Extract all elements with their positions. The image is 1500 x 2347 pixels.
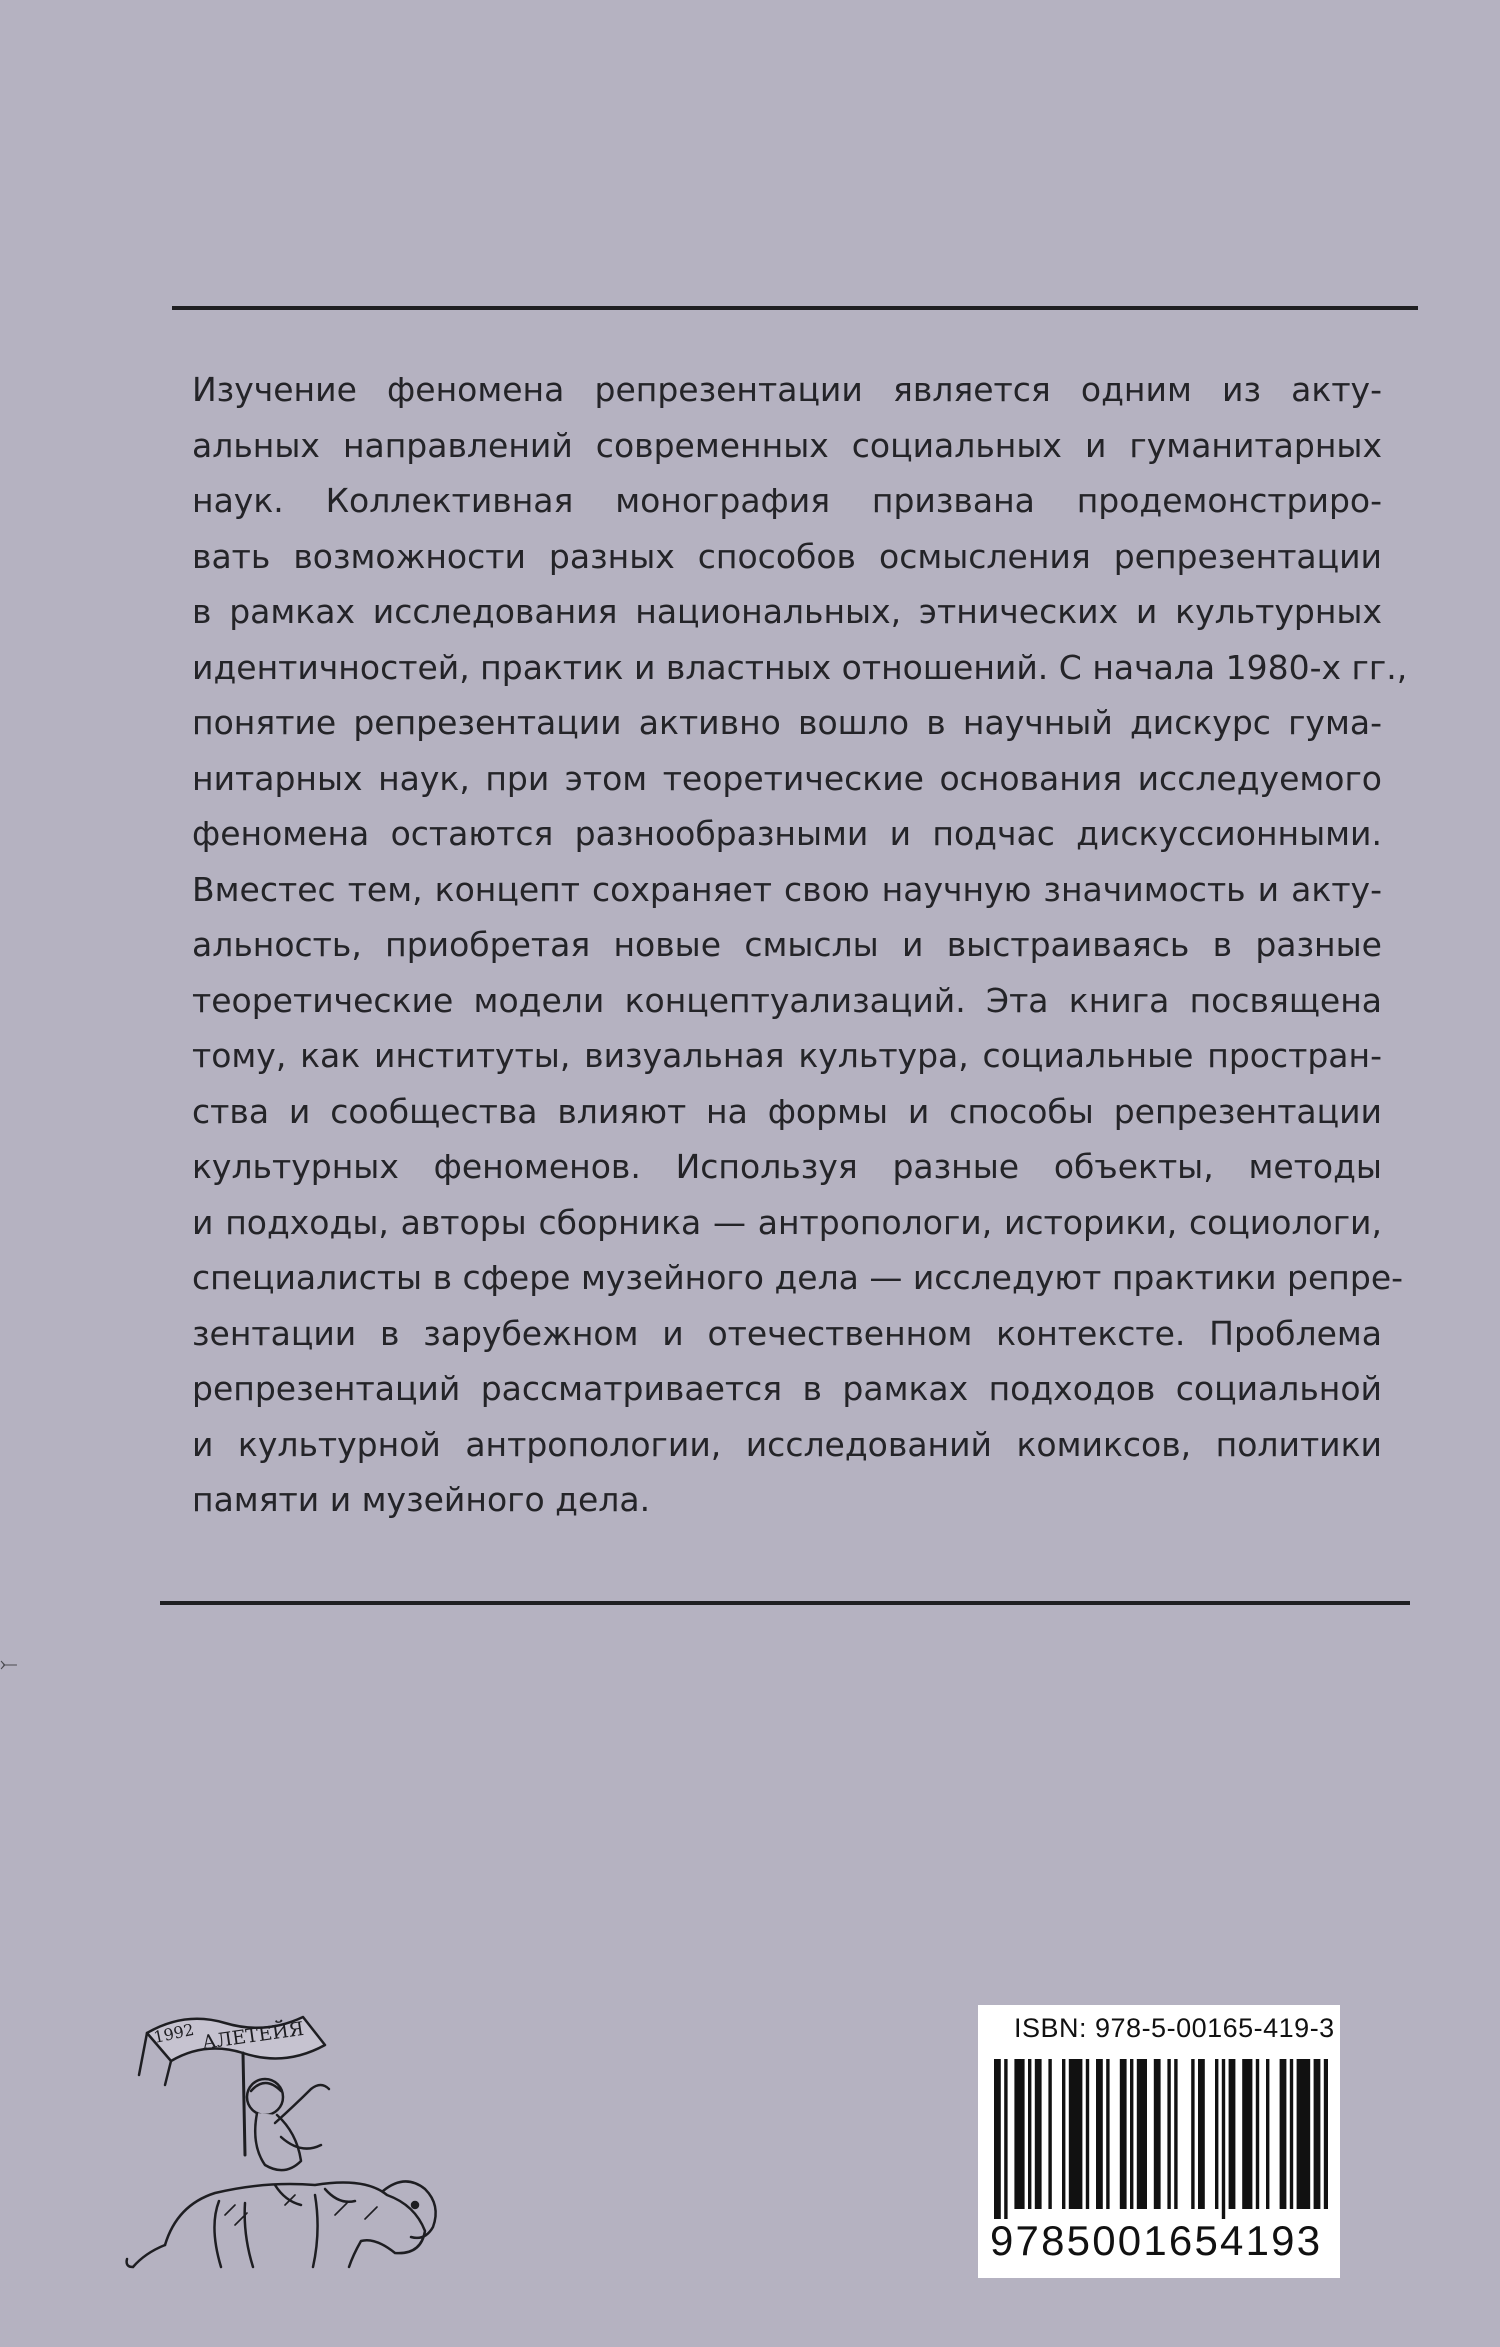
blurb-line: альность, приобретая новые смыслы и выстраиваясь в разные: [192, 925, 1382, 964]
barcode: [990, 2059, 1328, 2219]
barcode-bar: [1256, 2059, 1259, 2209]
barcode-bar: [994, 2059, 1001, 2219]
blurb-line: памяти и музейного дела.: [192, 1480, 651, 1519]
publisher-logo: [125, 2005, 490, 2270]
back-cover-blurb: [192, 362, 1408, 1528]
barcode-bar: [1266, 2059, 1269, 2209]
barcode-bar: [1137, 2059, 1147, 2209]
barcode-bar: [1167, 2059, 1170, 2209]
ean-digits: 9785001654193: [990, 2217, 1323, 2264]
barcode-bar: [1314, 2059, 1321, 2209]
isbn-barcode-box: [978, 2005, 1340, 2278]
blurb-line: зентации в зарубежном и отечественном контексте. Проблема: [192, 1313, 1382, 1353]
barcode-bar: [1106, 2059, 1109, 2209]
blurb-line: наук. Коллективная монография призвана продемонстриро-: [192, 481, 1382, 520]
logo-year: 1992: [151, 2019, 196, 2047]
barcode-bar: [1215, 2059, 1218, 2209]
barcode-bar: [1198, 2059, 1205, 2209]
blurb-line: нитарных наук, при этом теоретические основания исследуемого: [192, 758, 1382, 798]
barcode-bar: [1004, 2059, 1007, 2219]
barcode-bar: [1048, 2059, 1051, 2209]
top-divider: [172, 306, 1418, 310]
barcode-bar: [1028, 2059, 1031, 2209]
barcode-bar: [1222, 2059, 1225, 2219]
barcode-bar: [1069, 2059, 1083, 2209]
blurb-line: специалисты в сфере музейного дела — исследуют практики репре-: [192, 1258, 1404, 1297]
blurb-line: альных направлений современных социальных и гуманитарных: [192, 425, 1382, 465]
barcode-bar: [1280, 2059, 1287, 2209]
blurb-line: идентичностей, практик и властных отношений. С начала 1980-х гг.,: [192, 647, 1408, 687]
print-mark-icon: ⤚: [0, 1652, 18, 1677]
blurb-line: репрезентаций рассматривается в рамках подходов социальной: [192, 1369, 1382, 1408]
barcode-bar: [1154, 2059, 1161, 2209]
blurb-line: феномена остаются разнообразными и подчас дискуссионными.: [192, 814, 1382, 853]
barcode-bar: [1120, 2059, 1127, 2209]
blurb-line: тому, как институты, визуальная культура, социальные простран-: [192, 1036, 1382, 1075]
blurb-line: ства и сообщества влияют на формы и способы репрезентации: [192, 1091, 1382, 1131]
blurb-line: в рамках исследования национальных, этнических и культурных: [192, 592, 1382, 631]
blurb-line: культурных феноменов. Используя разные объекты, методы: [192, 1147, 1382, 1186]
barcode-bar: [1174, 2059, 1177, 2209]
blurb-line: Вместес тем, концепт сохраняет свою научную значимость и акту-: [192, 869, 1382, 909]
blurb-line: вать возможности разных способов осмысления репрезентации: [192, 536, 1382, 576]
blurb-line: и культурной антропологии, исследований комиксов, политики: [192, 1424, 1382, 1464]
barcode-bar: [1191, 2059, 1194, 2209]
blurb-line: Изучение феномена репрезентации является одним из акту-: [192, 370, 1382, 409]
blurb-line: понятие репрезентации активно вошло в научный дискурс гума-: [192, 703, 1382, 742]
barcode-bar: [1130, 2059, 1133, 2209]
barcode-bar: [1035, 2059, 1042, 2209]
barcode-bar: [1062, 2059, 1065, 2209]
barcode-bar: [1290, 2059, 1293, 2209]
barcode-bar: [1229, 2059, 1236, 2209]
barcode-bar: [1324, 2059, 1328, 2209]
bottom-divider: [160, 1601, 1410, 1605]
blurb-line: теоретические модели концептуализаций. Эта книга посвящена: [192, 980, 1382, 1020]
blurb-line: и подходы, авторы сборника — антропологи, историки, социологи,: [192, 1202, 1382, 1242]
isbn-text: ISBN: 978-5-00165-419-3: [1014, 2013, 1335, 2043]
barcode-bar: [1242, 2059, 1252, 2209]
barcode-bar: [1096, 2059, 1103, 2209]
barcode-bar: [1297, 2059, 1311, 2209]
logo-name: АЛЕТЕЙЯ: [200, 2017, 306, 2054]
barcode-bar: [1086, 2059, 1089, 2209]
barcode-bar: [1014, 2059, 1024, 2209]
